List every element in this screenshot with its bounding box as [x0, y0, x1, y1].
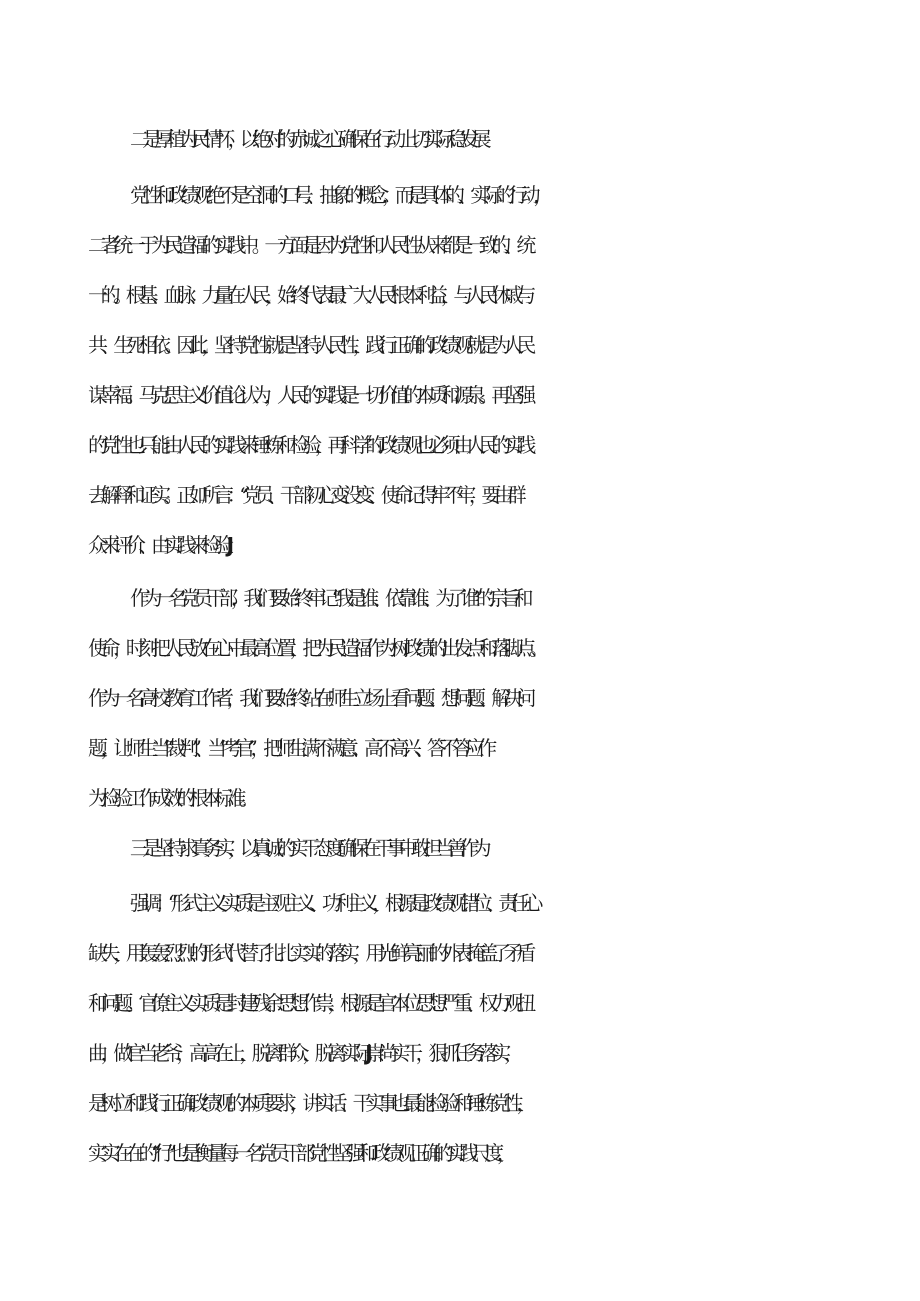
paragraph-line: 和问题。官僚主义实质是封建残余思想作祟，根源是官本位思想严重、权力观扭 [88, 991, 529, 1015]
section-heading-3: 三是坚持求真务实，以真诚的实干态度确保在干事中敢担当善作为 [130, 836, 484, 860]
paragraph-line: 强调：“形式主义实质是主观主义、功利主义，根源是政绩观错位、责任心 [130, 891, 537, 915]
paragraph-line: 谋幸福。马克思主义价值论认为，人民的实践是一切价值的本质和源泉。再坚强 [88, 383, 529, 407]
paragraph-line: 为检验工作成效的根本标准。 [88, 786, 252, 810]
paragraph-line [0, 531, 920, 559]
line-text: 曲，做官当老爷，高高在上，脱离群众，脱离实际 [88, 1041, 366, 1065]
paragraph-line [0, 1039, 920, 1067]
paragraph-line: 是树立和践行正确政绩观的本质要求，讲实话、干实事也最能检验和锤炼党性， [88, 1091, 529, 1115]
paragraph-line: 一的。根基、血脉、力量在人民，始终代表最广大人民根本利益，与人民休戚与 [88, 283, 529, 307]
paragraph-line: 共、生死相依。因此，坚持党性就是坚持人民性，践行正确的政绩观就是为人民 [88, 333, 529, 357]
paragraph-line: 作为一名高校教育工作者，我们要始终站在师生立场上看问题、想问题、解决问 [88, 686, 529, 710]
paragraph-line: 作为一名党员干部，我们要始终牢记“我是谁、依靠谁、为了谁”的宗旨和 [130, 586, 527, 610]
paragraph-line: 使命，时刻把人民放在心中最高位置，把为民造福作为树政绩的出发点和落脚点。 [88, 636, 542, 660]
paragraph-line: 题，让师生当“裁判”、当“考官”，把师生满不满意、高不高兴、答不答应作 [88, 736, 490, 760]
paragraph-line: 的党性也只能由人民的实践来锤炼和检验，再科学的政绩观也必须由人民的实践 [88, 433, 529, 457]
section-heading-2: 二是厚植为民情怀，以绝对的赤诚之心确保在行动上切实际稳发展 [130, 127, 484, 151]
line-text: 崇尚实干，狠抓任务落实， [365, 1041, 517, 1065]
paragraph-line: 二者统一于为民造福的实践中。一方面是因为党性和人民性从来都是一致的、统 [88, 233, 529, 257]
paragraph-line: 缺失，用轰轰烈烈的形式代替了扎扎实实的落实，用光鲜亮丽的外表掩盖了矛盾 [88, 941, 529, 965]
line-text: 众来评价、由实践来检验 [88, 533, 227, 557]
paragraph-line: 党性和政绩观绝不是空洞的口号、抽象的概念，而是具体的、实际的行动， [130, 183, 546, 207]
paragraph-line: 去解释和证实。正如所言：“党员、干部初心变没变、使命记得牢不牢，要由群 [88, 483, 520, 507]
paragraph-line: 实实在在的“行”也是衡量每一名党员干部党性坚强和政绩观正确的实践尺度， [88, 1141, 510, 1165]
